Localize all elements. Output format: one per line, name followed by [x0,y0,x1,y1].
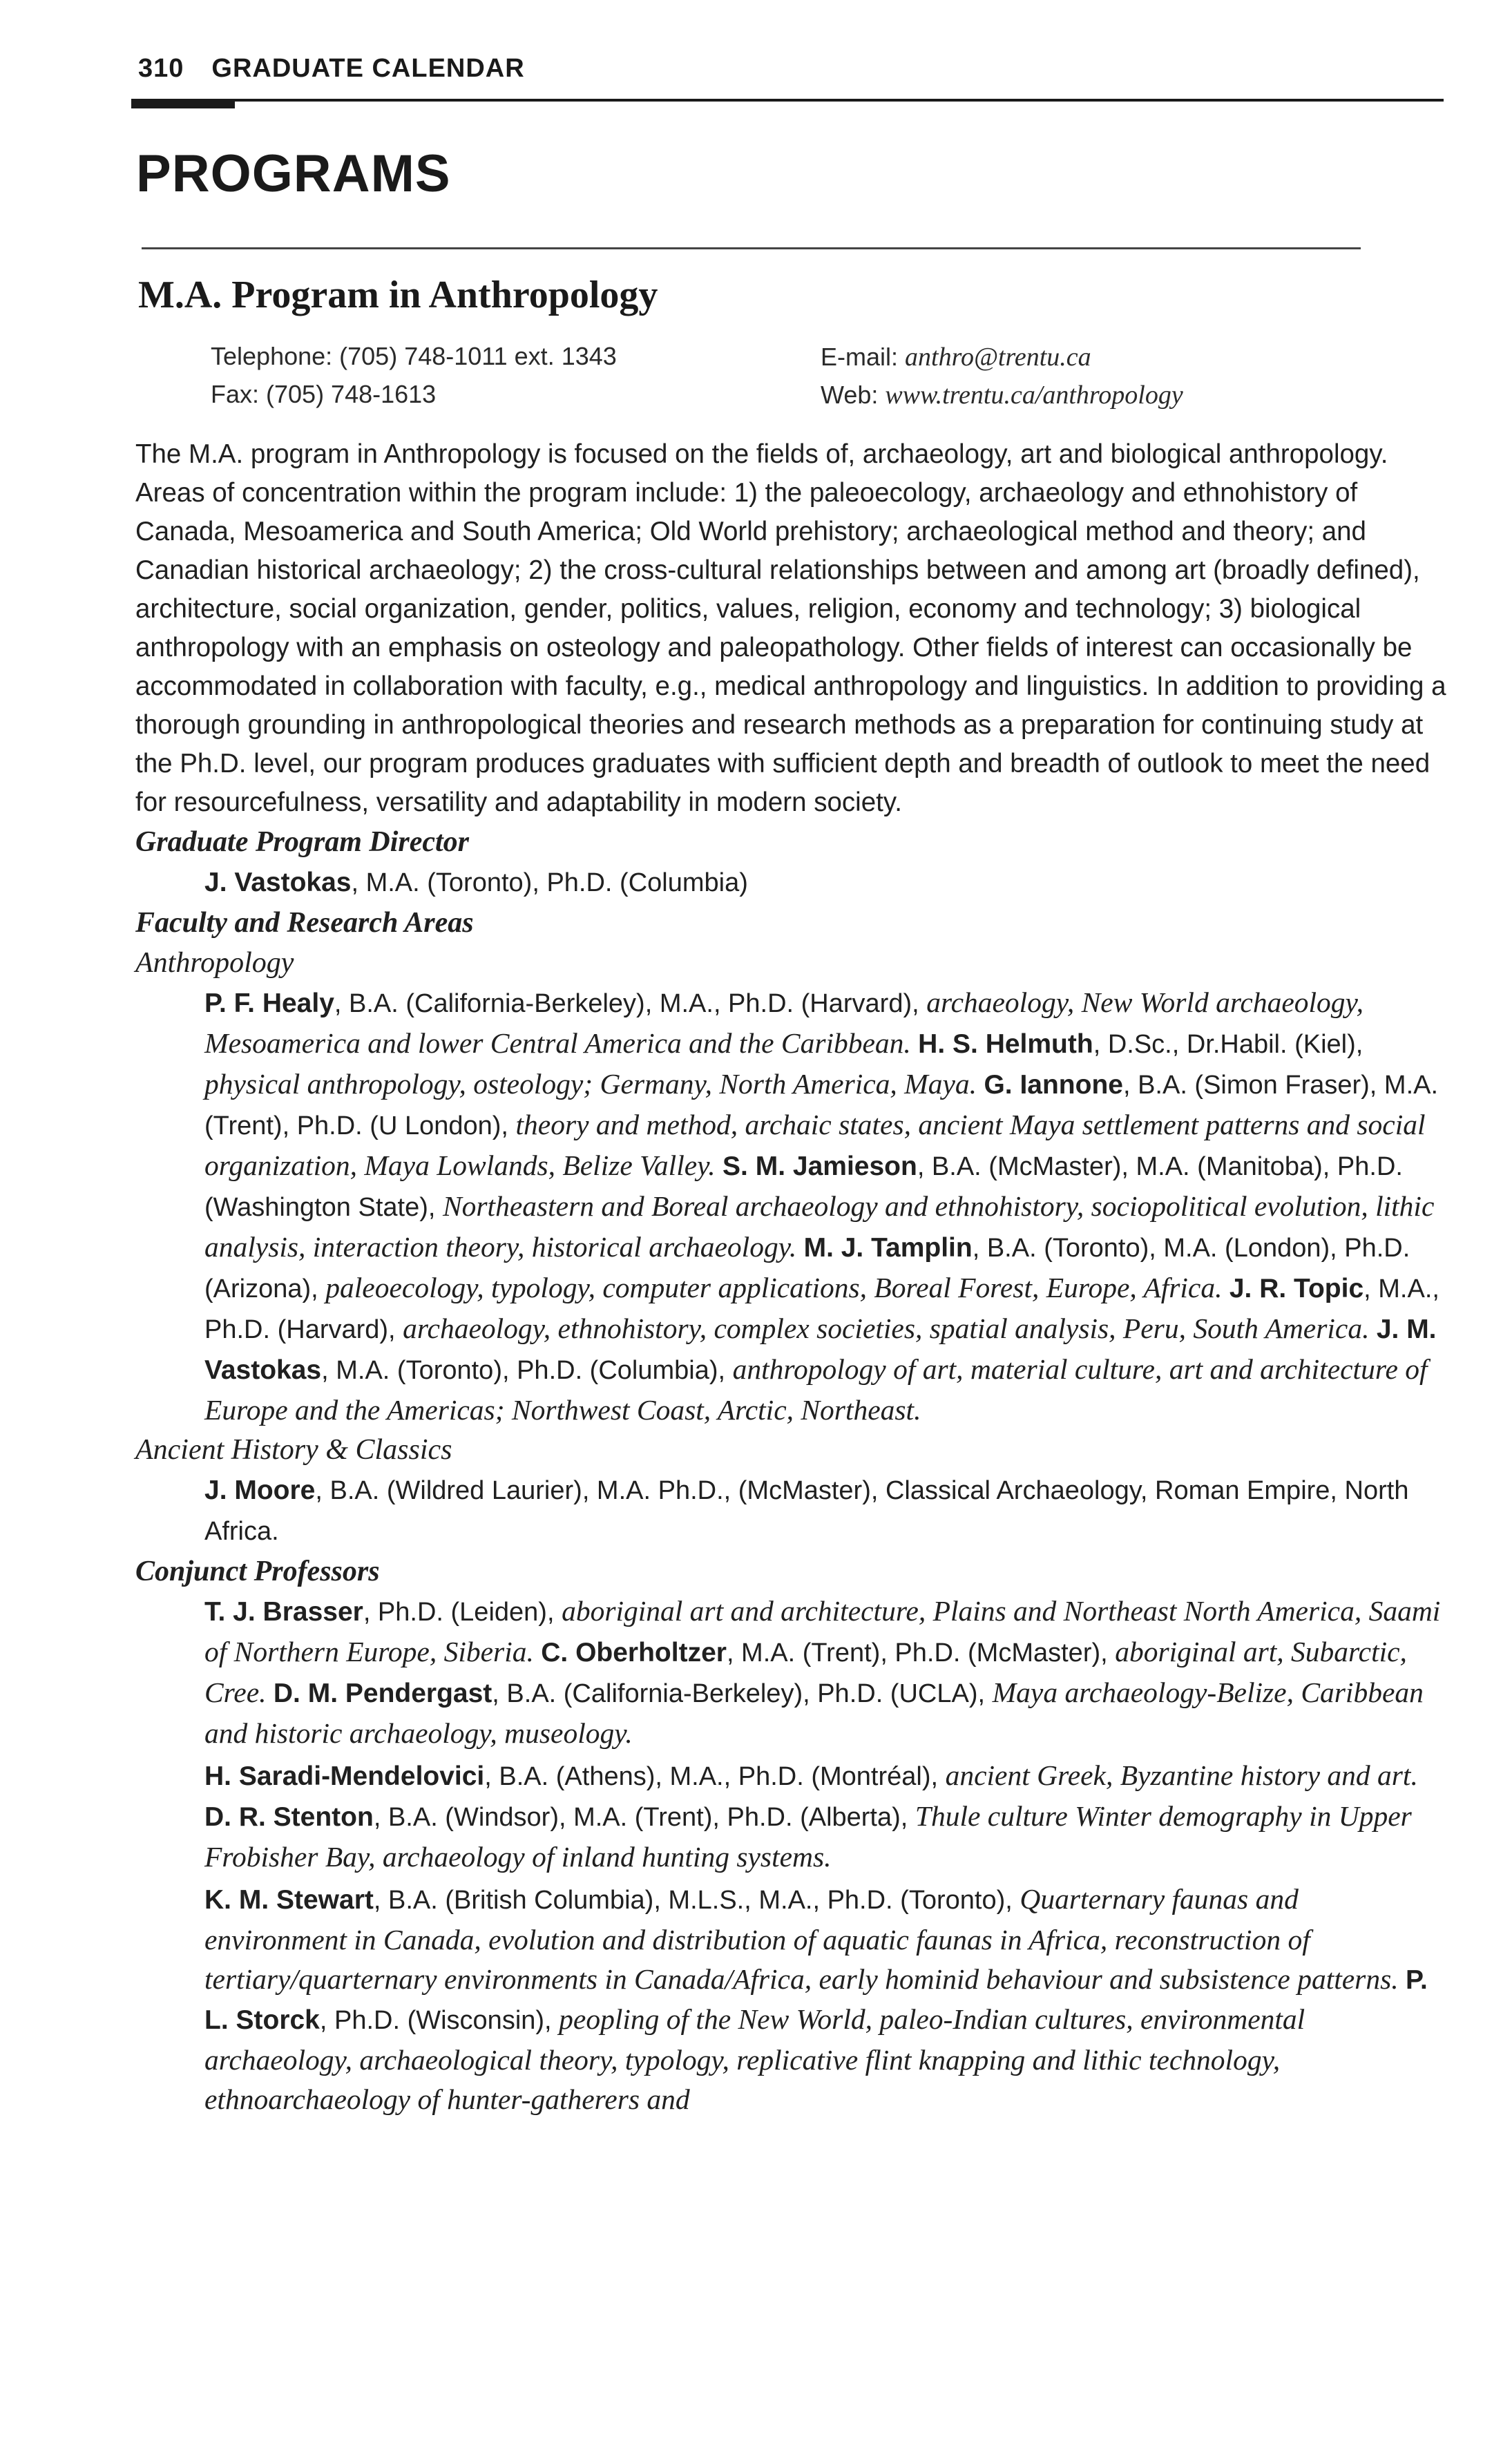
email-line [821,342,1091,372]
anthropology-heading: Anthropology [135,947,294,979]
faculty-name: S. M. Jamieson [722,1151,917,1181]
conjunct-name: D. M. Pendergast [273,1679,492,1708]
classics-heading: Ancient History & Classics [135,1434,452,1466]
web-link[interactable]: www.trentu.ca/anthropology [885,381,1183,410]
conjunct-name: D. R. Stenton [204,1802,374,1832]
faculty-name: M. J. Tamplin [803,1233,973,1263]
faculty-research-areas: paleoecology, typology, computer applications, Boreal Forest, Europe, Africa. [325,1272,1223,1303]
faculty-research-areas: archaeology, ethnohistory, complex societies, spatial analysis, Peru, South America. [403,1312,1370,1344]
conjunct-research-areas: peopling of the New World, paleo-Indian cultures, environmental archaeology, archaeological theory, typology, replicative flint knapping and lithic technology, ethnoarchaeology of hunter-gatherers and [204,2003,1305,2115]
faculty-credentials: , D.Sc., Dr.Habil. (Kiel), [1093,1030,1363,1059]
conjunct-credentials: , Ph.D. (Wisconsin), [319,2006,559,2035]
conjunct-entry [204,1676,1424,1749]
header-block-accent [131,99,235,108]
section-title: PROGRAMS [136,144,451,203]
email-label: E-mail: [821,343,906,371]
conjunct-entry [204,1883,1399,1995]
fax: Fax: (705) 748-1613 [211,380,437,408]
faculty-credentials: , B.A. (McMaster), M.A. (Manitoba), Ph.D. (Washington State), [204,1152,1403,1222]
faculty-credentials: , B.A. (Wildred Laurier), M.A. Ph.D., (McMaster), Classical Archaeology, Roman Empire, North Africa. [204,1476,1409,1546]
faculty-name: P. F. Healy [204,988,334,1018]
intro-paragraph: The M.A. program in Anthropology is focused on the fields of, archaeology, art and biological anthropology. Areas of concentration within the program include: 1) the paleoecology, archaeology and ethnohistory of Canada, Mesoamerica and South America; Old World prehistory; archaeological method and theory; and Canadian historical archaeology; 2) the cross-cultural relationships between and among art (broadly defined), architecture, social organization, gender, politics, values, religion, economy and technology; 3) biological anthropology with an emphasis on osteology and paleopathology. Other fields of interest can occasionally be accommodated in collaboration with faculty, e.g., medical anthropology and linguistics. In addition to providing a thorough grounding in anthropological theories and research methods as a preparation for continuing study at the Ph.D. level, our program produces graduates with sufficient depth and breadth of outlook to meet the need for resourcefulness, versatility and adaptability in modern society. [135,439,1446,817]
conjunct-research-areas: aboriginal art and architecture, Plains and Northeast North America, Saami of Northern Europe, Siberia. [204,1595,1441,1667]
email-link[interactable]: anthro@trentu.ca [905,343,1091,372]
conjunct-research-areas: aboriginal art, Subarctic, Cree. [204,1636,1407,1708]
program-body [135,435,1448,2119]
conjunct-name: K. M. Stewart [204,1885,374,1915]
conjunct-paragraph [204,1592,1448,1753]
conjunct-research-areas: Quarternary faunas and environment in Canada, evolution and distribution of aquatic faunas in Africa, reconstruction of tertiary/quarternary environments in Canada/Africa, early hominid behaviour and subsistence patterns. [204,1883,1399,1995]
director-credentials: , M.A. (Toronto), Ph.D. (Columbia) [351,868,748,897]
director-entry [204,862,1448,903]
conjunct-credentials: , M.A. (Trent), Ph.D. (McMaster), [726,1638,1116,1667]
conjunct-entry [204,1759,1418,1791]
faculty-name: G. Iannone [984,1070,1123,1100]
header-rule [131,99,1444,102]
faculty-research-areas: physical anthropology, osteology; Germany, North America, Maya. [204,1068,977,1100]
web-label: Web: [821,381,886,409]
faculty-credentials: , M.A., Ph.D. (Harvard), [204,1274,1439,1344]
faculty-credentials: , B.A. (Simon Fraser), M.A. (Trent), Ph.D. (U London), [204,1071,1439,1140]
conjunct-paragraph [204,1756,1448,1877]
faculty-research-areas: anthropology of art, material culture, art and architecture of Europe and the Americas; Northwest Coast, Arctic, Northeast. [204,1353,1428,1426]
conjunct-list [204,1592,1448,2119]
conjunct-research-areas: ancient Greek, Byzantine history and art. [945,1759,1418,1791]
program-title: M.A. Program in Anthropology [138,274,658,316]
anthropology-faculty-list [204,983,1448,1430]
classics-entry [204,1470,1448,1551]
director-heading: Graduate Program Director [135,826,469,858]
faculty-credentials: , B.A. (California-Berkeley), M.A., Ph.D. (Harvard), [334,989,927,1018]
conjunct-paragraph [204,1880,1448,2119]
conjunct-credentials: , B.A. (California-Berkeley), Ph.D. (UCLA), [492,1679,993,1708]
faculty-name: J. Moore [204,1475,316,1505]
faculty-credentials: , M.A. (Toronto), Ph.D. (Columbia), [321,1356,733,1385]
conjunct-name: T. J. Brasser [204,1597,363,1627]
conjunct-credentials: , Ph.D. (Leiden), [363,1598,562,1627]
faculty-research-areas: theory and method, archaic states, ancient Maya settlement patterns and social organization, Maya Lowlands, Belize Valley. [204,1109,1426,1181]
conjunct-entry [204,1800,1412,1873]
telephone: Telephone: (705) 748-1011 ext. 1343 [211,342,617,370]
faculty-name: J. R. Topic [1229,1274,1364,1303]
conjunct-name: P. L. Storck [204,1965,1428,2035]
faculty-credentials: , B.A. (Toronto), M.A. (London), Ph.D. (Arizona), [204,1234,1410,1303]
conjunct-credentials: , B.A. (Athens), M.A., Ph.D. (Montréal), [484,1762,946,1791]
faculty-paragraph [204,983,1448,1430]
director-name: J. Vastokas [204,868,352,897]
conjunct-credentials: , B.A. (Windsor), M.A. (Trent), Ph.D. (Alberta), [373,1803,915,1832]
faculty-research-areas: Northeastern and Boreal archaeology and ethnohistory, sociopolitical evolution, lithic analysis, interaction theory, historical archaeology. [204,1190,1435,1263]
title-divider [142,247,1361,249]
page-number: 310 [138,54,184,83]
conjunct-research-areas: Thule culture Winter demography in Upper Frobisher Bay, archaeology of inland hunting systems. [204,1800,1412,1873]
web-line [821,380,1183,410]
conjunct-name: H. Saradi-Mendelovici [204,1761,485,1791]
calendar-name: GRADUATE CALENDAR [211,54,525,83]
running-header [138,54,525,84]
conjunct-credentials: , B.A. (British Columbia), M.L.S., M.A., Ph.D. (Toronto), [373,1886,1020,1915]
faculty-research-areas: archaeology, New World archaeology, Mesoamerica and lower Central America and the Caribbean. [204,986,1364,1059]
conjunct-research-areas: Maya archaeology-Belize, Caribbean and historic archaeology, museology. [204,1676,1424,1749]
faculty-heading: Faculty and Research Areas [135,907,474,939]
conjunct-heading: Conjunct Professors [135,1556,380,1587]
faculty-name: J. M. Vastokas [204,1315,1437,1385]
conjunct-name: C. Oberholtzer [541,1638,727,1667]
faculty-name: H. S. Helmuth [918,1029,1093,1059]
